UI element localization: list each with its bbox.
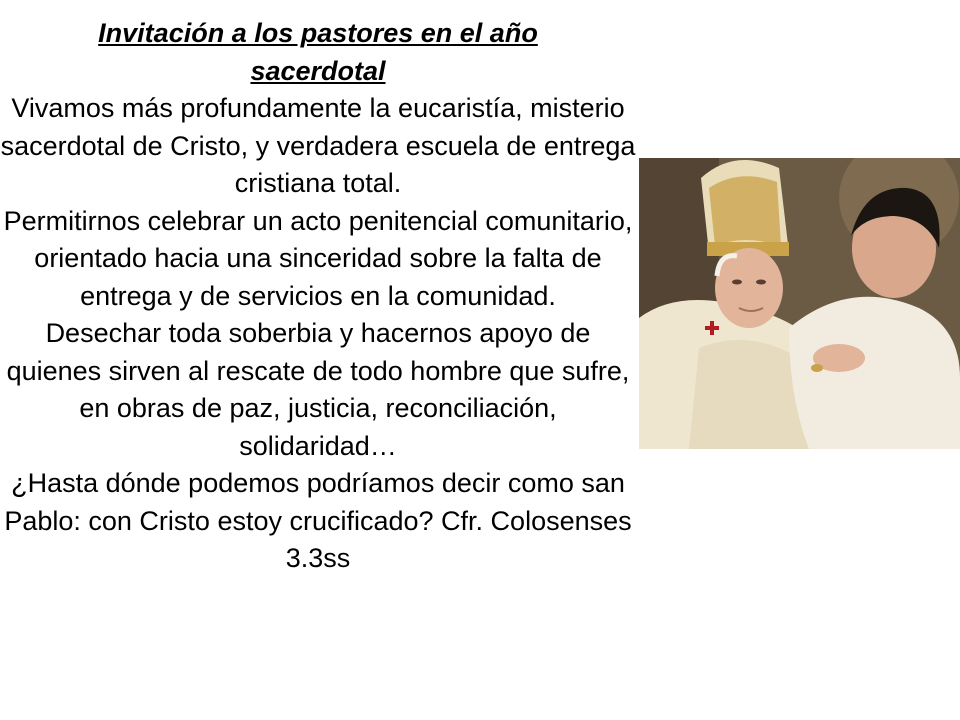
paragraph-soberbia: Desechar toda soberbia y hacernos apoyo de quienes sirven al rescate de todo hombre que sufre, en obras de paz, justicia, reconciliación, solidaridad… — [6, 318, 630, 461]
pope-eye-left — [732, 280, 742, 285]
ring — [811, 364, 823, 372]
slide-text — [0, 14, 636, 578]
paragraph-eucaristia: Vivamos más profundamente la eucaristía, misterio sacerdotal de Cristo, y verdadera escuela de entrega cristiana total. — [0, 93, 636, 198]
paragraph-san-pablo: ¿Hasta dónde podemos podríamos decir como san Pablo: con Cristo estoy crucificado? Cfr. Colosenses 3.3ss — [4, 468, 632, 573]
mitre-gold-embroidery — [709, 176, 781, 246]
photo-pope-embracing-priest — [639, 158, 960, 449]
pope-eye-right — [756, 280, 766, 285]
slide-title: Invitación a los pastores en el año sacerdotal — [98, 18, 538, 86]
photo-illustration — [639, 158, 960, 449]
priest-vestment — [789, 297, 960, 449]
paragraph-penitencial: Permitirnos celebrar un acto penitencial comunitario, orientado hacia una sinceridad sobre la falta de entrega y de servicios en la comunidad. — [3, 205, 633, 311]
